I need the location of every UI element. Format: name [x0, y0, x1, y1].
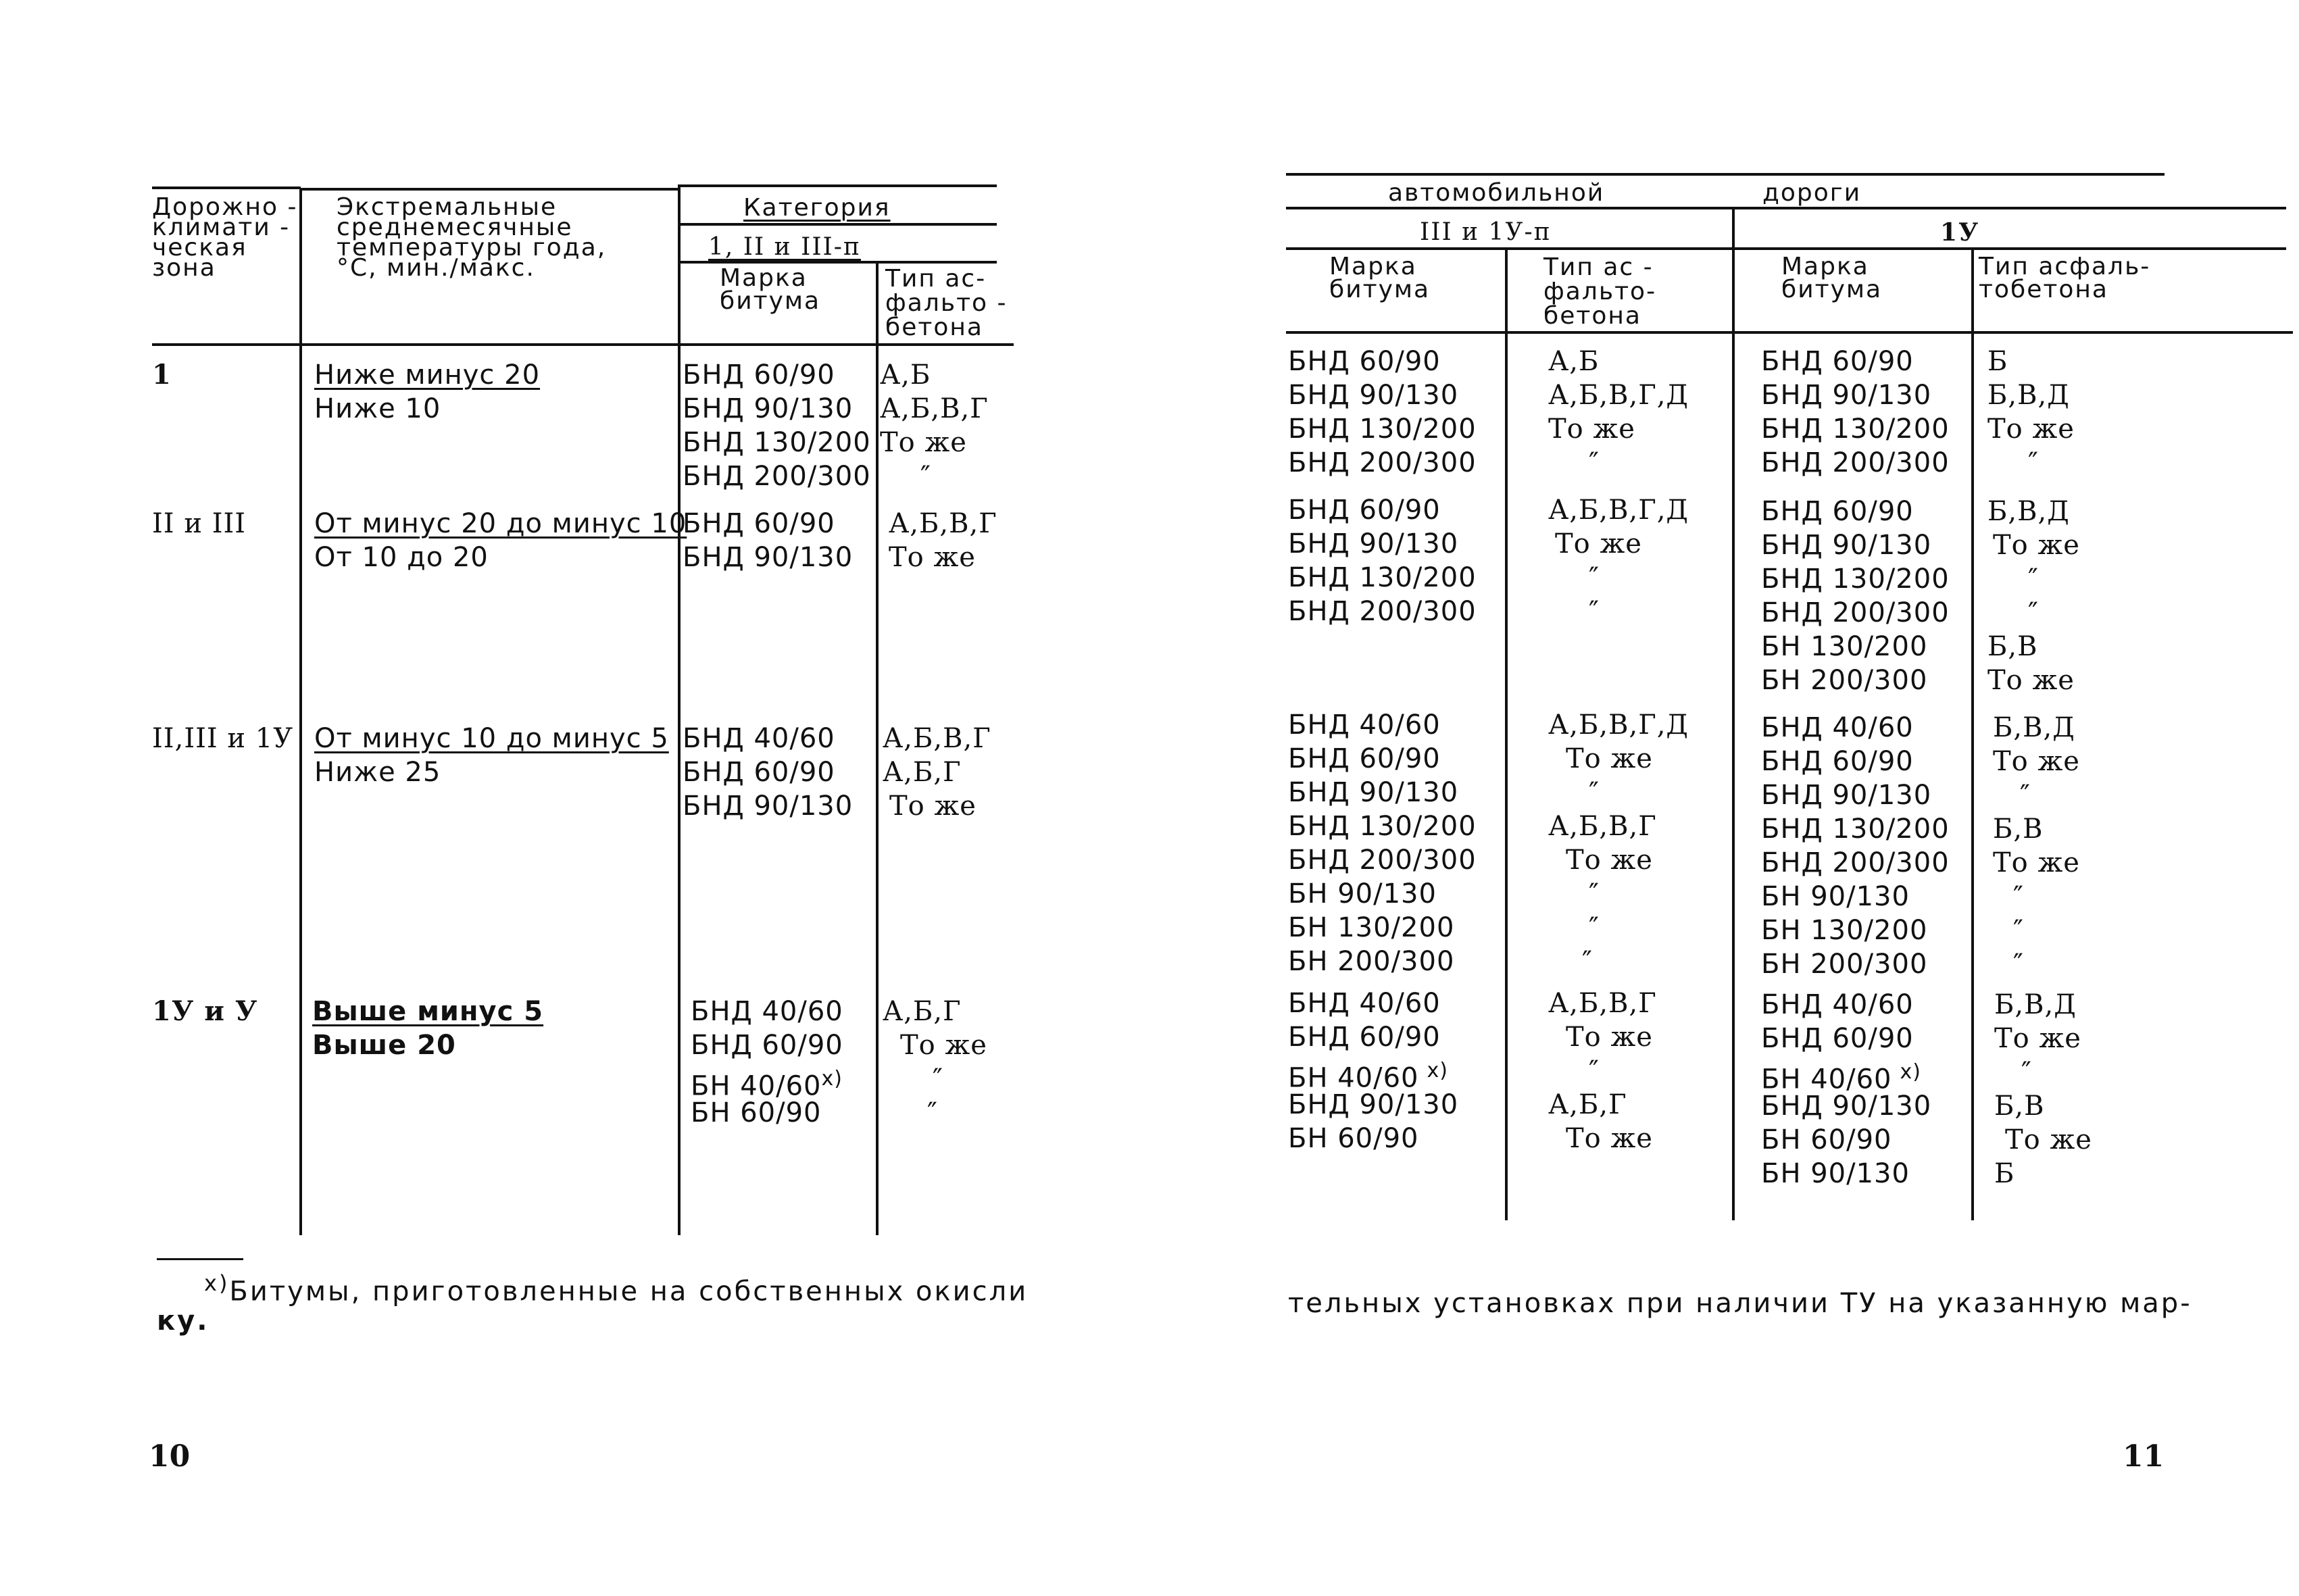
header-brand-a: [1329, 255, 1430, 301]
ditto-mark: ″: [933, 1064, 943, 1095]
brand-cell: БНД 40/60: [691, 996, 843, 1027]
type-cell: А,Б,В,Г: [883, 723, 991, 754]
brand-cell: БНД 60/90: [1761, 746, 1914, 777]
header-type-line: бетона: [1543, 302, 1641, 330]
brand-cell: БНД 60/90: [683, 359, 835, 391]
brand-cell: БНД 90/130: [1761, 380, 1932, 411]
col-rule-1: [1505, 247, 1508, 1220]
type-cell: А,Б,Г: [883, 996, 962, 1027]
temp-max: От 10 до 20: [314, 542, 489, 573]
brand-cell: БНД 60/90: [691, 1030, 843, 1061]
header-zone: [152, 193, 298, 282]
brand-cell-text: БН 40/60: [1761, 1064, 1892, 1095]
col-rule-2: [1732, 207, 1735, 1220]
header-brand-line: Марка: [720, 264, 808, 292]
brand-cell: БНД 90/130: [683, 393, 854, 424]
brand-cell: БНД 130/200: [683, 427, 871, 458]
header-type-line: бетона: [885, 314, 983, 341]
type-cell: Б,В,Д: [1987, 496, 2070, 527]
type-cell: А,Б: [880, 359, 931, 391]
brand-list: [691, 995, 843, 1130]
type-cell: То же: [1566, 743, 1653, 774]
right-page: [1150, 0, 2299, 1596]
header-brand: [720, 264, 821, 315]
brand-list-a: [1288, 708, 1477, 978]
brand-cell: БНД 40/60: [1288, 988, 1441, 1019]
footnote-ref: x): [821, 1067, 843, 1091]
brand-cell: БНД 200/300: [1761, 447, 1950, 478]
brand-cell-text: БН 40/60: [691, 1070, 822, 1102]
brand-cell: БНД 90/130: [683, 791, 854, 822]
type-list-b: [1994, 988, 2092, 1191]
type-cell: То же: [1566, 845, 1653, 876]
brand-cell: БН 200/300: [1288, 946, 1455, 977]
brand-cell: БНД 200/300: [1288, 447, 1477, 478]
header-temps-line: температуры года,: [337, 234, 607, 261]
header-temps: [337, 193, 607, 282]
ditto-mark: ″: [1589, 1055, 1600, 1087]
type-list-a: [1548, 345, 1689, 480]
brand-cell: БНД 130/200: [1288, 562, 1477, 593]
type-cell: Б: [1987, 346, 2008, 377]
page-number: 11: [2123, 1439, 2165, 1474]
ditto-mark: ″: [2028, 564, 2039, 595]
ditto-mark: ″: [2020, 780, 2031, 811]
brand-cell: БНД 60/90: [1761, 346, 1914, 377]
type-cell: Б,В: [1994, 1091, 2045, 1122]
header-category: Категория: [743, 194, 891, 222]
brand-list-a: [1288, 987, 1458, 1155]
brand-list-a: [1288, 345, 1477, 480]
ditto-mark: ″: [2028, 447, 2039, 478]
temp-min: Выше минус 5: [312, 996, 544, 1027]
brand-cell: БНД 60/90: [1761, 496, 1914, 527]
header-category-a: III и 1У-п: [1420, 218, 1552, 246]
brand-cell: БНД 130/200: [1761, 564, 1950, 595]
header-temps-line: Экстремальные: [337, 193, 558, 221]
rule-subcat: [679, 261, 997, 264]
brand-cell: БНД 90/130: [1761, 530, 1932, 561]
header-type-line: Тип асфаль-: [1979, 253, 2151, 280]
brand-list-b: [1761, 345, 1950, 480]
ditto-mark: ″: [2028, 597, 2039, 628]
rule-top-left: [152, 186, 301, 189]
header-temps-line: среднемесячные: [337, 214, 573, 241]
temp-min: От минус 20 до минус 10: [314, 508, 687, 539]
ditto-mark: ″: [920, 461, 931, 492]
brand-cell: БНД 90/130: [1288, 380, 1459, 411]
header-road-left: автомобильной: [1388, 179, 1605, 207]
rule-header-bottom: [1286, 331, 2293, 334]
brand-cell: БН 200/300: [1761, 949, 1928, 980]
brand-cell: БНД 60/90: [1288, 743, 1441, 774]
type-cell: То же: [1566, 1123, 1653, 1154]
brand-cell: БНД 90/130: [1288, 1089, 1459, 1120]
brand-cell: БН 90/130: [1761, 1158, 1910, 1189]
ditto-mark: ″: [927, 1097, 938, 1128]
brand-cell: БНД 60/90: [1288, 346, 1441, 377]
brand-cell-text: БН 40/60: [1288, 1062, 1419, 1094]
type-list: [883, 722, 991, 823]
header-type-line: фальто -: [885, 289, 1008, 317]
zone-cell: II,III и 1У: [152, 723, 294, 754]
brand-cell: БНД 200/300: [683, 461, 871, 492]
type-cell: То же: [1993, 746, 2080, 777]
rule-top-right: [679, 184, 997, 187]
brand-cell: БНД 130/200: [1761, 814, 1950, 845]
brand-cell: [1288, 1054, 1458, 1094]
header-brand-b: [1781, 255, 1882, 301]
type-cell: То же: [1555, 528, 1642, 559]
col-rule-3: [1971, 247, 1974, 1220]
type-cell: Б,В,Д: [1987, 380, 2070, 411]
footnote-ref: x): [1427, 1059, 1448, 1082]
type-cell: А,Б: [1548, 346, 1600, 377]
brand-cell: [1761, 1055, 1931, 1095]
type-cell: То же: [889, 542, 976, 573]
type-cell: То же: [1993, 530, 2080, 561]
footnote-text: Битумы, приготовленные на собственных окисли: [229, 1276, 1029, 1307]
temp-max: Ниже 25: [314, 757, 441, 788]
zone-cell: II и III: [152, 508, 247, 539]
brand-cell: БНД 60/90: [683, 508, 835, 539]
page-number: 10: [149, 1439, 191, 1474]
rule-cat: [1286, 207, 2286, 209]
temp-min: От минус 10 до минус 5: [314, 723, 669, 754]
header-brand-line: битума: [720, 287, 821, 315]
header-road-right: дороги: [1762, 179, 1862, 207]
footnote-rule: [157, 1258, 243, 1260]
header-zone-line: Дорожно -: [152, 193, 298, 221]
rule-top-mid: [301, 188, 679, 191]
ditto-mark: ″: [1589, 912, 1600, 943]
type-cell: А,Б,В,Г: [1548, 988, 1657, 1019]
ditto-mark: ″: [1589, 878, 1600, 909]
type-cell: То же: [1566, 1022, 1653, 1053]
brand-cell: БН 130/200: [1288, 912, 1455, 943]
brand-cell: БНД 40/60: [1761, 989, 1914, 1020]
brand-cell: БНД 90/130: [1288, 777, 1459, 808]
brand-list-b: [1761, 988, 1931, 1191]
header-brand-line: Марка: [1329, 253, 1417, 280]
type-cell: То же: [1994, 1023, 2081, 1054]
type-list-a: [1548, 493, 1689, 628]
brand-cell: БН 60/90: [691, 1097, 822, 1128]
brand-cell: БНД 40/60: [683, 723, 835, 754]
zone-cell: 1: [152, 359, 172, 391]
brand-cell: БНД 60/90: [1288, 1022, 1441, 1053]
type-list-b: [1987, 495, 2080, 697]
rule-subcat: [1286, 247, 2286, 250]
type-cell: А,Б,В,Г: [880, 393, 989, 424]
ditto-mark: ″: [2021, 1057, 2032, 1088]
ditto-mark: ″: [1589, 562, 1600, 593]
type-cell: Б,В: [1993, 814, 2044, 845]
brand-cell: БНД 130/200: [1761, 414, 1950, 445]
type-cell: А,Б,В,Г,Д: [1548, 709, 1689, 741]
col-rule-1: [299, 188, 302, 1235]
temp-min: Ниже минус 20: [314, 359, 541, 391]
ditto-mark: ″: [1589, 777, 1600, 808]
type-cell: Б,В: [1987, 631, 2038, 662]
header-brand-line: битума: [1781, 276, 1883, 303]
type-list-b: [1993, 711, 2080, 981]
type-cell: А,Б,В,Г: [1548, 811, 1657, 842]
rule-cat: [679, 223, 997, 226]
brand-cell: БН 90/130: [1761, 881, 1910, 912]
brand-cell: БН 130/200: [1761, 915, 1928, 946]
header-type-line: Тип ас -: [1543, 253, 1654, 281]
type-list-a: [1548, 708, 1689, 978]
header-temps-line: °С, мин./макс.: [337, 254, 535, 282]
type-cell: То же: [1548, 414, 1635, 445]
brand-cell: [691, 1062, 843, 1102]
brand-cell: БНД 60/90: [1288, 495, 1441, 526]
header-category-b: 1У: [1940, 218, 1980, 247]
ditto-mark: ″: [1582, 946, 1593, 977]
type-list-a: [1548, 987, 1657, 1155]
header-zone-line: климати -: [152, 214, 291, 241]
footnote-ref: x): [1900, 1060, 1921, 1084]
brand-cell: БНД 90/130: [1761, 780, 1932, 811]
brand-list-a: [1288, 493, 1477, 628]
brand-cell: БН 60/90: [1288, 1123, 1419, 1154]
temp-max: Выше 20: [312, 1030, 456, 1061]
brand-cell: БНД 40/60: [1288, 709, 1441, 741]
type-cell: То же: [1993, 847, 2080, 878]
brand-list-b: [1761, 711, 1950, 981]
brand-list: [683, 722, 853, 823]
type-cell: Б,В,Д: [1994, 989, 2077, 1020]
header-type-line: Тип ас-: [885, 265, 987, 293]
brand-cell: БН 130/200: [1761, 631, 1928, 662]
header-zone-line: зона: [152, 254, 216, 282]
ditto-mark: ″: [1589, 596, 1600, 627]
type-list-b: [1987, 345, 2075, 480]
col-rule-3: [876, 261, 879, 1235]
type-cell: А,Б,В,Г,Д: [1548, 380, 1689, 411]
brand-cell: БН 90/130: [1288, 878, 1437, 909]
brand-cell: БНД 60/90: [683, 757, 835, 788]
brand-list: [683, 507, 853, 574]
brand-list: [683, 358, 871, 493]
header-zone-line: ческая: [152, 234, 247, 261]
type-cell: Б,В,Д: [1993, 712, 2075, 743]
brand-list-b: [1761, 495, 1950, 697]
ditto-mark: ″: [2013, 881, 2024, 912]
ditto-mark: ″: [1589, 447, 1600, 478]
footnote-continuation: ку.: [157, 1305, 209, 1337]
ditto-mark: ″: [2013, 915, 2024, 946]
type-cell: То же: [900, 1030, 987, 1061]
brand-cell: БНД 90/130: [1761, 1091, 1932, 1122]
type-cell: Б: [1994, 1158, 2015, 1189]
brand-cell: БНД 200/300: [1288, 596, 1477, 627]
type-cell: То же: [880, 427, 967, 458]
brand-cell: БНД 200/300: [1761, 847, 1950, 878]
brand-cell: БНД 200/300: [1288, 845, 1477, 876]
col-rule-2: [678, 184, 681, 1235]
zone-cell: 1У и У: [152, 995, 258, 1027]
type-list: [883, 995, 987, 1130]
header-type-line: тобетона: [1979, 276, 2108, 303]
header-type-b: [1979, 255, 2150, 301]
header-type: [885, 267, 1008, 340]
brand-cell: БНД 200/300: [1761, 597, 1950, 628]
brand-cell: БНД 130/200: [1288, 811, 1477, 842]
brand-cell: БНД 90/130: [1288, 528, 1459, 559]
type-cell: То же: [1987, 665, 2075, 696]
header-brand-line: Марка: [1781, 253, 1869, 280]
type-cell: То же: [889, 791, 977, 822]
type-list: [880, 358, 989, 493]
type-cell: То же: [1987, 414, 2075, 445]
footnote-continuation: тельных установках при наличии ТУ на указанную мар-: [1288, 1288, 2192, 1319]
brand-cell: БН 60/90: [1761, 1124, 1892, 1155]
type-cell: То же: [2005, 1124, 2092, 1155]
brand-cell: БНД 60/90: [1761, 1023, 1914, 1054]
rule-top: [1286, 173, 2165, 176]
header-brand-line: битума: [1329, 276, 1431, 303]
type-cell: А,Б,В,Г: [889, 508, 997, 539]
brand-cell: БНД 40/60: [1761, 712, 1914, 743]
header-type-a: [1543, 255, 1656, 328]
type-cell: А,Б,Г: [883, 757, 962, 788]
type-cell: А,Б,Г: [1548, 1089, 1627, 1120]
footnote-mark: x): [204, 1270, 230, 1296]
header-type-line: фальто-: [1543, 278, 1657, 305]
type-list: [889, 507, 997, 574]
type-cell: А,Б,В,Г,Д: [1548, 495, 1689, 526]
brand-cell: БНД 130/200: [1288, 414, 1477, 445]
rule-header-bottom: [152, 343, 1014, 346]
footnote: [157, 1270, 1028, 1307]
brand-cell: БН 200/300: [1761, 665, 1928, 696]
temp-max: Ниже 10: [314, 393, 441, 424]
brand-cell: БНД 90/130: [683, 542, 854, 573]
ditto-mark: ″: [2013, 949, 2024, 980]
header-subcategory: 1, II и III-п: [708, 233, 861, 261]
